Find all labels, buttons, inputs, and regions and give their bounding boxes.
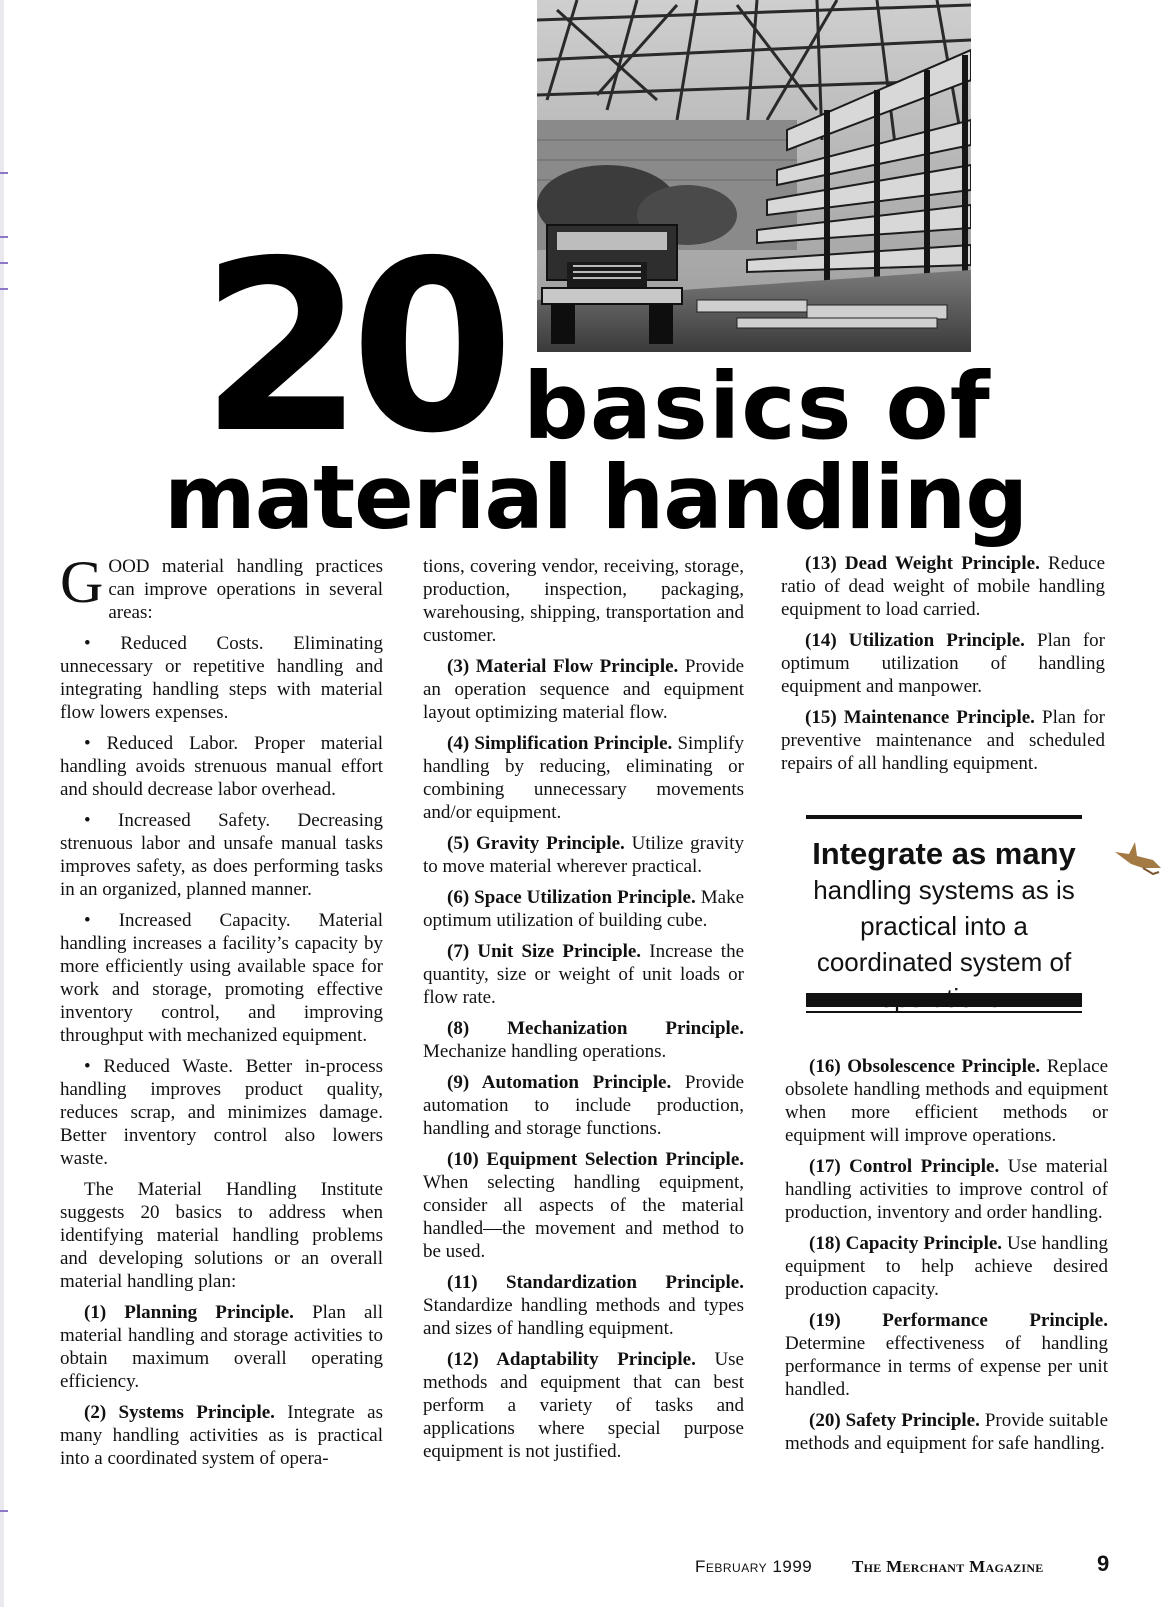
bullet-reduced-costs bbox=[60, 632, 383, 724]
principle-19 bbox=[785, 1309, 1108, 1401]
drop-cap: G bbox=[60, 549, 104, 615]
principle-title: (3) Material Flow Principle. bbox=[447, 656, 679, 677]
warehouse-photo bbox=[537, 0, 971, 352]
bullet-text: Eliminating unnecessary or repetitive handling and integrating handling steps with material flow lowers expenses. bbox=[60, 633, 383, 723]
bullet-lead: • Increased Safety. bbox=[84, 810, 271, 831]
headline-line-1: basics of bbox=[523, 353, 991, 460]
principle-7 bbox=[423, 940, 744, 1009]
intro-paragraph bbox=[60, 549, 383, 624]
principle-5 bbox=[423, 832, 744, 878]
principle-text: Use material handling activities to improve control of production, inventory and order handling. bbox=[785, 1156, 1108, 1223]
continuation-paragraph: tions, covering vendor, receiving, storage, production, inspection, packaging, warehousing, shipping, transportation and customer. bbox=[423, 556, 744, 646]
principle-title: (9) Automation Principle. bbox=[447, 1072, 672, 1093]
edge-tick bbox=[0, 1510, 8, 1512]
principle-text: Integrate as many handling activities as is practical into a coordinated system of opera- bbox=[60, 1402, 383, 1469]
principle-10 bbox=[423, 1148, 744, 1263]
principle-text: Use methods and equipment that can best perform a variety of tasks and applications where special purpose equipment is not justified. bbox=[423, 1349, 744, 1462]
mhi-paragraph: The Material Handling Institute suggests 20 basics to address when identifying material handling problems and developing solutions or an overall material handling plan: bbox=[60, 1179, 383, 1292]
principle-20 bbox=[785, 1409, 1108, 1455]
principle-8 bbox=[423, 1017, 744, 1063]
principle-text: Use handling equipment to help achieve desired production capacity. bbox=[785, 1233, 1108, 1300]
principle-title: (16) Obsolescence Principle. bbox=[809, 1056, 1041, 1077]
bullet-text: Better in-process handling improves product quality, reduces scrap, and minimizes damage. Better inventory control also lowers waste. bbox=[60, 1056, 383, 1169]
principle-text: Replace obsolete handling methods and equipment when more efficient methods or equipment will improve operations. bbox=[785, 1056, 1108, 1146]
bullet-reduced-labor bbox=[60, 732, 383, 801]
pull-quote-text: handling systems as is practical into a coordinated system of bbox=[813, 875, 1075, 977]
principle-title: (18) Capacity Principle. bbox=[809, 1233, 1003, 1254]
page-edge-rule bbox=[0, 0, 4, 1607]
footer-magazine-name: The Merchant Magazine bbox=[852, 1557, 1044, 1576]
principle-12 bbox=[423, 1348, 744, 1463]
principle-title: (15) Maintenance Principle. bbox=[805, 707, 1035, 728]
article-column-3-top bbox=[781, 552, 1105, 783]
bullet-lead: • Reduced Waste. bbox=[84, 1056, 233, 1077]
footer-date: February 1999 bbox=[695, 1557, 813, 1576]
principle-title: (2) Systems Principle. bbox=[84, 1402, 275, 1423]
page-number: 9 bbox=[1097, 1551, 1110, 1576]
edge-tick bbox=[0, 288, 8, 290]
principle-text: Mechanize handling operations. bbox=[423, 1041, 667, 1062]
bullet-text: Material handling increases a facility’s capacity by more efficiently using available space for work and storage, promoting effective inventory control, and improving throughput with mechanized equipment. bbox=[60, 910, 384, 1046]
principle-text: Utilize gravity to move material wherever practical. bbox=[423, 833, 744, 877]
principle-text: Provide suitable methods and equipment for safe handling. bbox=[785, 1410, 1109, 1454]
principle-title: (13) Dead Weight Principle. bbox=[805, 553, 1040, 574]
principle-text: Simplify handling by reducing, eliminating or combining unnecessary movements and/or equipment. bbox=[423, 733, 744, 823]
principle-18 bbox=[785, 1232, 1108, 1301]
principle-2 bbox=[60, 1401, 383, 1470]
principle-text: Plan for optimum utilization of handling equipment and manpower. bbox=[781, 630, 1106, 697]
bullet-text: Decreasing strenuous labor and unsafe manual tasks improves safety, as does performing tasks in an organized, planned manner. bbox=[60, 810, 383, 900]
principle-text: Plan all material handling and storage activities to obtain maximum overall operating efficiency. bbox=[60, 1302, 383, 1392]
principle-title: (1) Planning Principle. bbox=[84, 1302, 294, 1323]
principle-6 bbox=[423, 886, 744, 932]
principle-title: (6) Space Utilization Principle. bbox=[447, 887, 696, 908]
bird-icon bbox=[1113, 838, 1161, 878]
pull-quote-top-rule bbox=[806, 815, 1082, 819]
principle-14 bbox=[781, 629, 1105, 698]
bullet-text: Proper material handling avoids strenuous manual effort and should decrease labor overhead. bbox=[60, 733, 383, 800]
principle-title: (10) Equipment Selection Principle. bbox=[447, 1149, 744, 1170]
edge-tick bbox=[0, 172, 8, 174]
principle-text: Determine effectiveness of handling performance in terms of expense per unit handled. bbox=[785, 1333, 1108, 1400]
principle-15 bbox=[781, 706, 1105, 775]
principle-title: (19) Performance Principle. bbox=[809, 1310, 1108, 1331]
article-column-2 bbox=[423, 555, 744, 1471]
headline-line-2: material handling bbox=[164, 446, 1028, 549]
bullet-lead: • Increased Capacity. bbox=[84, 910, 291, 931]
principle-text: Provide automation to include production, handling and storage functions. bbox=[423, 1072, 744, 1139]
pull-quote-lead: Integrate as many bbox=[812, 836, 1076, 871]
principle-title: (17) Control Principle. bbox=[809, 1156, 1000, 1177]
principle-17 bbox=[785, 1155, 1108, 1224]
principle-title: (5) Gravity Principle. bbox=[447, 833, 625, 854]
edge-tick bbox=[0, 236, 8, 238]
principle-1 bbox=[60, 1301, 383, 1393]
principle-title: (20) Safety Principle. bbox=[809, 1410, 980, 1431]
principle-text: Reduce ratio of dead weight of mobile handling equipment to load carried. bbox=[781, 553, 1106, 620]
principle-9 bbox=[423, 1071, 744, 1140]
principle-title: (4) Simplification Principle. bbox=[447, 733, 673, 754]
pull-quote-bottom-thin-rule bbox=[806, 1011, 1082, 1013]
bullet-reduced-waste bbox=[60, 1055, 383, 1170]
principle-text: When selecting handling equipment, consider all aspects of the material handled—the movement and method to be used. bbox=[423, 1172, 744, 1262]
principle-13 bbox=[781, 552, 1105, 621]
principle-title: (14) Utilization Principle. bbox=[805, 630, 1025, 651]
bullet-lead: • Reduced Costs. bbox=[84, 633, 264, 654]
principle-3 bbox=[423, 655, 744, 724]
principle-text: Provide an operation sequence and equipment layout optimizing material flow. bbox=[423, 656, 744, 723]
pull-quote-bottom-rule bbox=[806, 993, 1082, 1007]
headline-number: 20 bbox=[200, 210, 501, 485]
principle-4 bbox=[423, 732, 744, 824]
principle-title: (7) Unit Size Principle. bbox=[447, 941, 642, 962]
article-column-3-bottom bbox=[785, 1055, 1108, 1463]
article-column-1 bbox=[60, 549, 384, 1478]
principle-title: (11) Standardization Principle. bbox=[447, 1272, 744, 1293]
principle-text: Increase the quantity, size or weight of unit loads or flow rate. bbox=[423, 941, 745, 1008]
bullet-increased-capacity bbox=[60, 909, 383, 1047]
bullet-increased-safety bbox=[60, 809, 383, 901]
pull-quote bbox=[790, 836, 1098, 1016]
warehouse-photo-icon bbox=[537, 0, 971, 352]
principle-title: (12) Adaptability Principle. bbox=[447, 1349, 696, 1370]
principle-text: Plan for preventive maintenance and scheduled repairs of all handling equipment. bbox=[781, 707, 1105, 774]
principle-16 bbox=[785, 1055, 1108, 1147]
principle-11 bbox=[423, 1271, 744, 1340]
principle-text: Make optimum utilization of building cube. bbox=[423, 887, 745, 931]
edge-tick bbox=[0, 262, 8, 264]
principle-title: (8) Mechanization Principle. bbox=[447, 1018, 744, 1039]
bullet-lead: • Reduced Labor. bbox=[84, 733, 239, 754]
intro-text: OOD material handling practices can improve operations in several areas: bbox=[108, 556, 383, 623]
principle-text: Standardize handling methods and types and sizes of handling equipment. bbox=[423, 1295, 744, 1339]
